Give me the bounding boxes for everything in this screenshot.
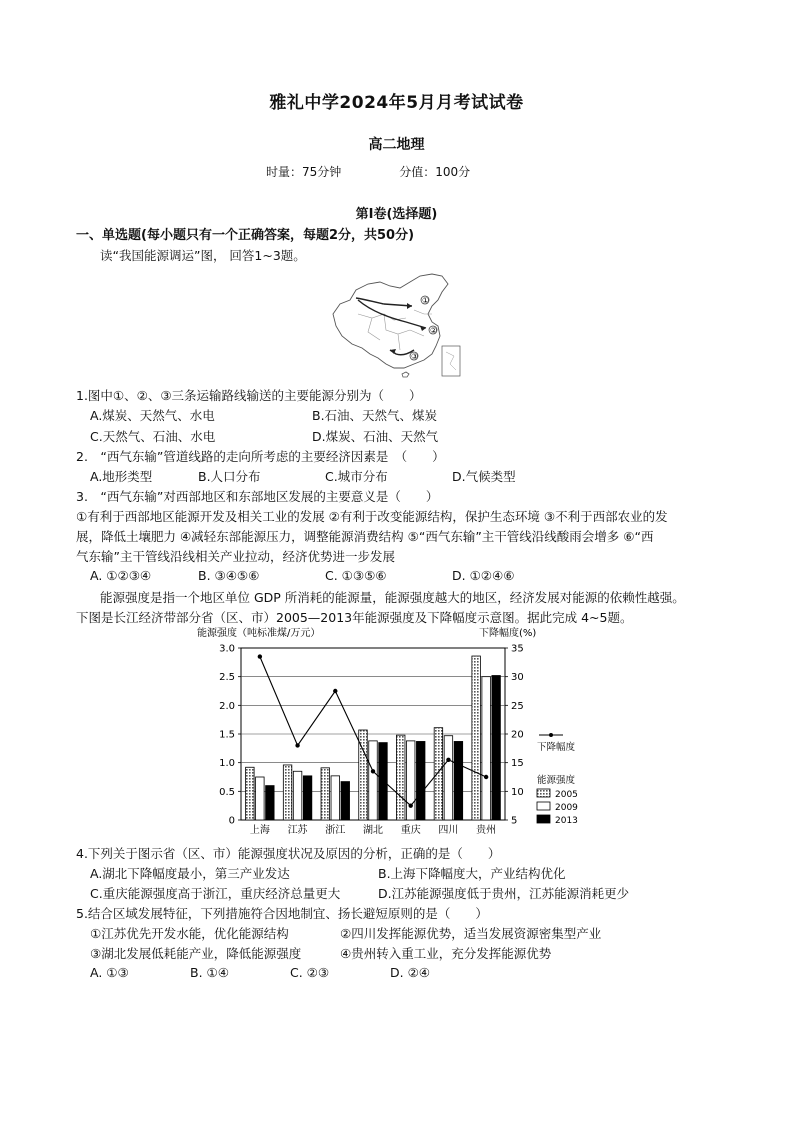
q5-option-d: D. ②④ bbox=[390, 965, 430, 980]
q3-line-3: 气东输”主干管线沿线相关产业拉动，经济优势进一步发展 bbox=[76, 549, 395, 564]
q4-option-d: D.江苏能源强度低于贵州，江苏能源消耗更少 bbox=[378, 886, 630, 901]
bar-2005-浙江 bbox=[321, 768, 330, 820]
bar-2009-浙江 bbox=[331, 776, 340, 820]
y2-tick-label: 25 bbox=[511, 700, 524, 712]
q5-item-3: ③湖北发展低耗能产业，降低能源强度 bbox=[90, 946, 302, 961]
bar-2009-上海 bbox=[256, 777, 265, 820]
q3-line-2: 展，降低土壤肥力 ④减轻东部能源压力，调整能源消费结构 ⑤“西气东输”主干管线沿线酸雨会增多 ⑥“西 bbox=[76, 529, 654, 544]
q1-option-c: C.天然气、石油、水电 bbox=[90, 429, 216, 444]
y-tick-label: 0 bbox=[228, 815, 235, 827]
q3-option-a: A. ①②③④ bbox=[90, 568, 152, 583]
exam-title: 雅礼中学2024年5月月考试试卷 bbox=[269, 93, 524, 113]
y-tick-label: 1.5 bbox=[219, 729, 235, 741]
full-score: 分值：100分 bbox=[399, 165, 471, 179]
q2-option-b: B.人口分布 bbox=[198, 469, 261, 484]
y2-tick-label: 35 bbox=[511, 643, 524, 655]
q5-item-2: ②四川发挥能源优势，适当发展资源密集型产业 bbox=[340, 926, 602, 941]
q4-stem: 4.下列关于图示省（区、市）能源强度状况及原因的分析，正确的是（ ） bbox=[76, 846, 501, 861]
y-axis-label: 能源强度（吨标准煤/万元） bbox=[197, 628, 321, 639]
q4-option-c: C.重庆能源强度高于浙江，重庆经济总量更大 bbox=[90, 886, 341, 901]
q3-option-c: C. ①③⑤⑥ bbox=[325, 568, 387, 583]
q5-option-a: A. ①③ bbox=[90, 965, 129, 980]
bar-2005-贵州 bbox=[472, 656, 481, 820]
q4-option-a: A.湖北下降幅度最小，第三产业发达 bbox=[90, 866, 290, 881]
q2-option-d: D.气候类型 bbox=[452, 469, 516, 484]
route-1-arrowhead bbox=[407, 303, 412, 309]
south-sea-inset bbox=[442, 346, 460, 376]
y-tick-label: 2.0 bbox=[219, 700, 235, 712]
bar-2005-重庆 bbox=[396, 735, 405, 820]
x-tick-label: 上海 bbox=[249, 825, 270, 836]
q3-line-1: ①有利于西部地区能源开发及相关工业的发展 ②有利于改变能源结构，保护生态环境 ③不利于西部农业的发 bbox=[76, 509, 668, 524]
y-tick-label: 1.0 bbox=[219, 758, 235, 770]
bar-2005-四川 bbox=[434, 728, 443, 820]
q4-option-b: B.上海下降幅度大，产业结构优化 bbox=[378, 866, 566, 881]
legend-swatch-2009 bbox=[537, 802, 550, 810]
map-label-3: ③ bbox=[411, 352, 419, 361]
legend-line-marker bbox=[549, 733, 553, 737]
energy-intensity-chart bbox=[195, 622, 615, 842]
legend-year-2013: 2013 bbox=[555, 816, 578, 826]
x-tick-label: 江苏 bbox=[287, 825, 308, 836]
q5-option-b: B. ①④ bbox=[190, 965, 229, 980]
map-label-2: ② bbox=[430, 326, 438, 335]
time-score-info bbox=[266, 163, 470, 180]
bar-2009-重庆 bbox=[406, 741, 415, 820]
q1-stem: 1.图中①、②、③三条运输路线输送的主要能源分别为（ ） bbox=[76, 388, 422, 403]
q5-option-c: C. ②③ bbox=[290, 965, 330, 980]
passage-line-2: 下图是长江经济带部分省（区、市）2005—2013年能源强度及下降幅度示意图。据此完成 4~5题。 bbox=[76, 610, 633, 625]
legend-swatch-2013 bbox=[537, 815, 550, 823]
legend-swatch-2005 bbox=[537, 789, 550, 797]
legend-year-2009: 2009 bbox=[555, 803, 578, 813]
bar-2013-四川 bbox=[454, 741, 463, 820]
decline-point-江苏 bbox=[295, 743, 299, 747]
hainan-island bbox=[402, 372, 409, 377]
y2-tick-label: 10 bbox=[511, 786, 524, 798]
time-limit: 时量：75分钟 bbox=[266, 165, 342, 179]
province-borders bbox=[358, 310, 432, 350]
bar-2005-江苏 bbox=[283, 765, 292, 820]
legend-year-2005: 2005 bbox=[555, 790, 578, 800]
x-tick-label: 浙江 bbox=[325, 825, 346, 836]
decline-point-湖北 bbox=[371, 769, 375, 773]
x-tick-label: 四川 bbox=[438, 825, 459, 836]
bar-2013-上海 bbox=[266, 786, 275, 820]
y-tick-label: 2.5 bbox=[219, 672, 235, 684]
x-tick-label: 贵州 bbox=[476, 825, 497, 836]
q2-option-a: A.地形类型 bbox=[90, 469, 153, 484]
y2-tick-label: 20 bbox=[511, 729, 524, 741]
energy-transport-map bbox=[328, 270, 464, 382]
q5-item-4: ④贵州转入重工业，充分发挥能源优势 bbox=[340, 946, 552, 961]
china-outline bbox=[333, 274, 448, 368]
y2-tick-label: 5 bbox=[511, 815, 518, 827]
bar-2009-湖北 bbox=[369, 741, 378, 820]
decline-point-重庆 bbox=[409, 803, 413, 807]
q3-option-b: B. ③④⑤⑥ bbox=[198, 568, 260, 583]
q2-stem: 2. “西气东输”管道线路的走向所考虑的主要经济因素是 （ ） bbox=[76, 449, 445, 464]
q1-option-a: A.煤炭、天然气、水电 bbox=[90, 408, 215, 423]
q1-option-d: D.煤炭、石油、天然气 bbox=[312, 429, 439, 444]
bar-2013-浙江 bbox=[341, 782, 350, 820]
decline-point-贵州 bbox=[484, 775, 488, 779]
bar-2013-江苏 bbox=[303, 776, 312, 820]
y2-tick-label: 30 bbox=[511, 672, 524, 684]
x-tick-label: 湖北 bbox=[363, 825, 383, 836]
bar-2009-江苏 bbox=[293, 771, 302, 820]
subject-title: 高二地理 bbox=[368, 137, 425, 153]
legend-bar-title: 能源强度 bbox=[537, 775, 576, 786]
q1-option-b: B.石油、天然气、煤炭 bbox=[312, 408, 438, 423]
y2-tick-label: 15 bbox=[511, 758, 524, 770]
bar-2009-四川 bbox=[444, 736, 453, 820]
passage-line-1: 能源强度是指一个地区单位 GDP 所消耗的能源量，能源强度越大的地区，经济发展对能源的依赖性越强。 bbox=[100, 590, 685, 605]
bar-2013-重庆 bbox=[416, 741, 425, 820]
bar-2013-贵州 bbox=[492, 676, 501, 820]
map-label-1: ① bbox=[422, 296, 430, 305]
bar-2013-湖北 bbox=[379, 743, 388, 820]
y-tick-label: 0.5 bbox=[219, 786, 235, 798]
volume-title: 第Ⅰ卷(选择题) bbox=[355, 207, 438, 222]
y2-axis-label: 下降幅度(%) bbox=[479, 628, 537, 639]
y-tick-label: 3.0 bbox=[219, 643, 235, 655]
q5-item-1: ①江苏优先开发水能，优化能源结构 bbox=[90, 926, 289, 941]
q5-stem: 5.结合区域发展特征，下列措施符合因地制宜、扬长避短原则的是（ ） bbox=[76, 906, 488, 921]
decline-point-上海 bbox=[258, 654, 262, 658]
x-tick-label: 重庆 bbox=[400, 825, 421, 836]
decline-point-浙江 bbox=[333, 689, 337, 693]
section-heading: 一、单选题(每小题只有一个正确答案，每题2分，共50分) bbox=[76, 228, 415, 243]
q3-stem: 3. “西气东输”对西部地区和东部地区发展的主要意义是（ ） bbox=[76, 489, 439, 504]
bar-2005-上海 bbox=[246, 767, 255, 820]
bar-2009-贵州 bbox=[482, 677, 491, 820]
decline-point-四川 bbox=[446, 758, 450, 762]
map-intro: 读“我国能源调运”图， 回答1~3题。 bbox=[100, 248, 306, 263]
q3-option-d: D. ①②④⑥ bbox=[452, 568, 515, 583]
legend-line-label: 下降幅度 bbox=[537, 742, 576, 753]
q2-option-c: C.城市分布 bbox=[325, 469, 388, 484]
